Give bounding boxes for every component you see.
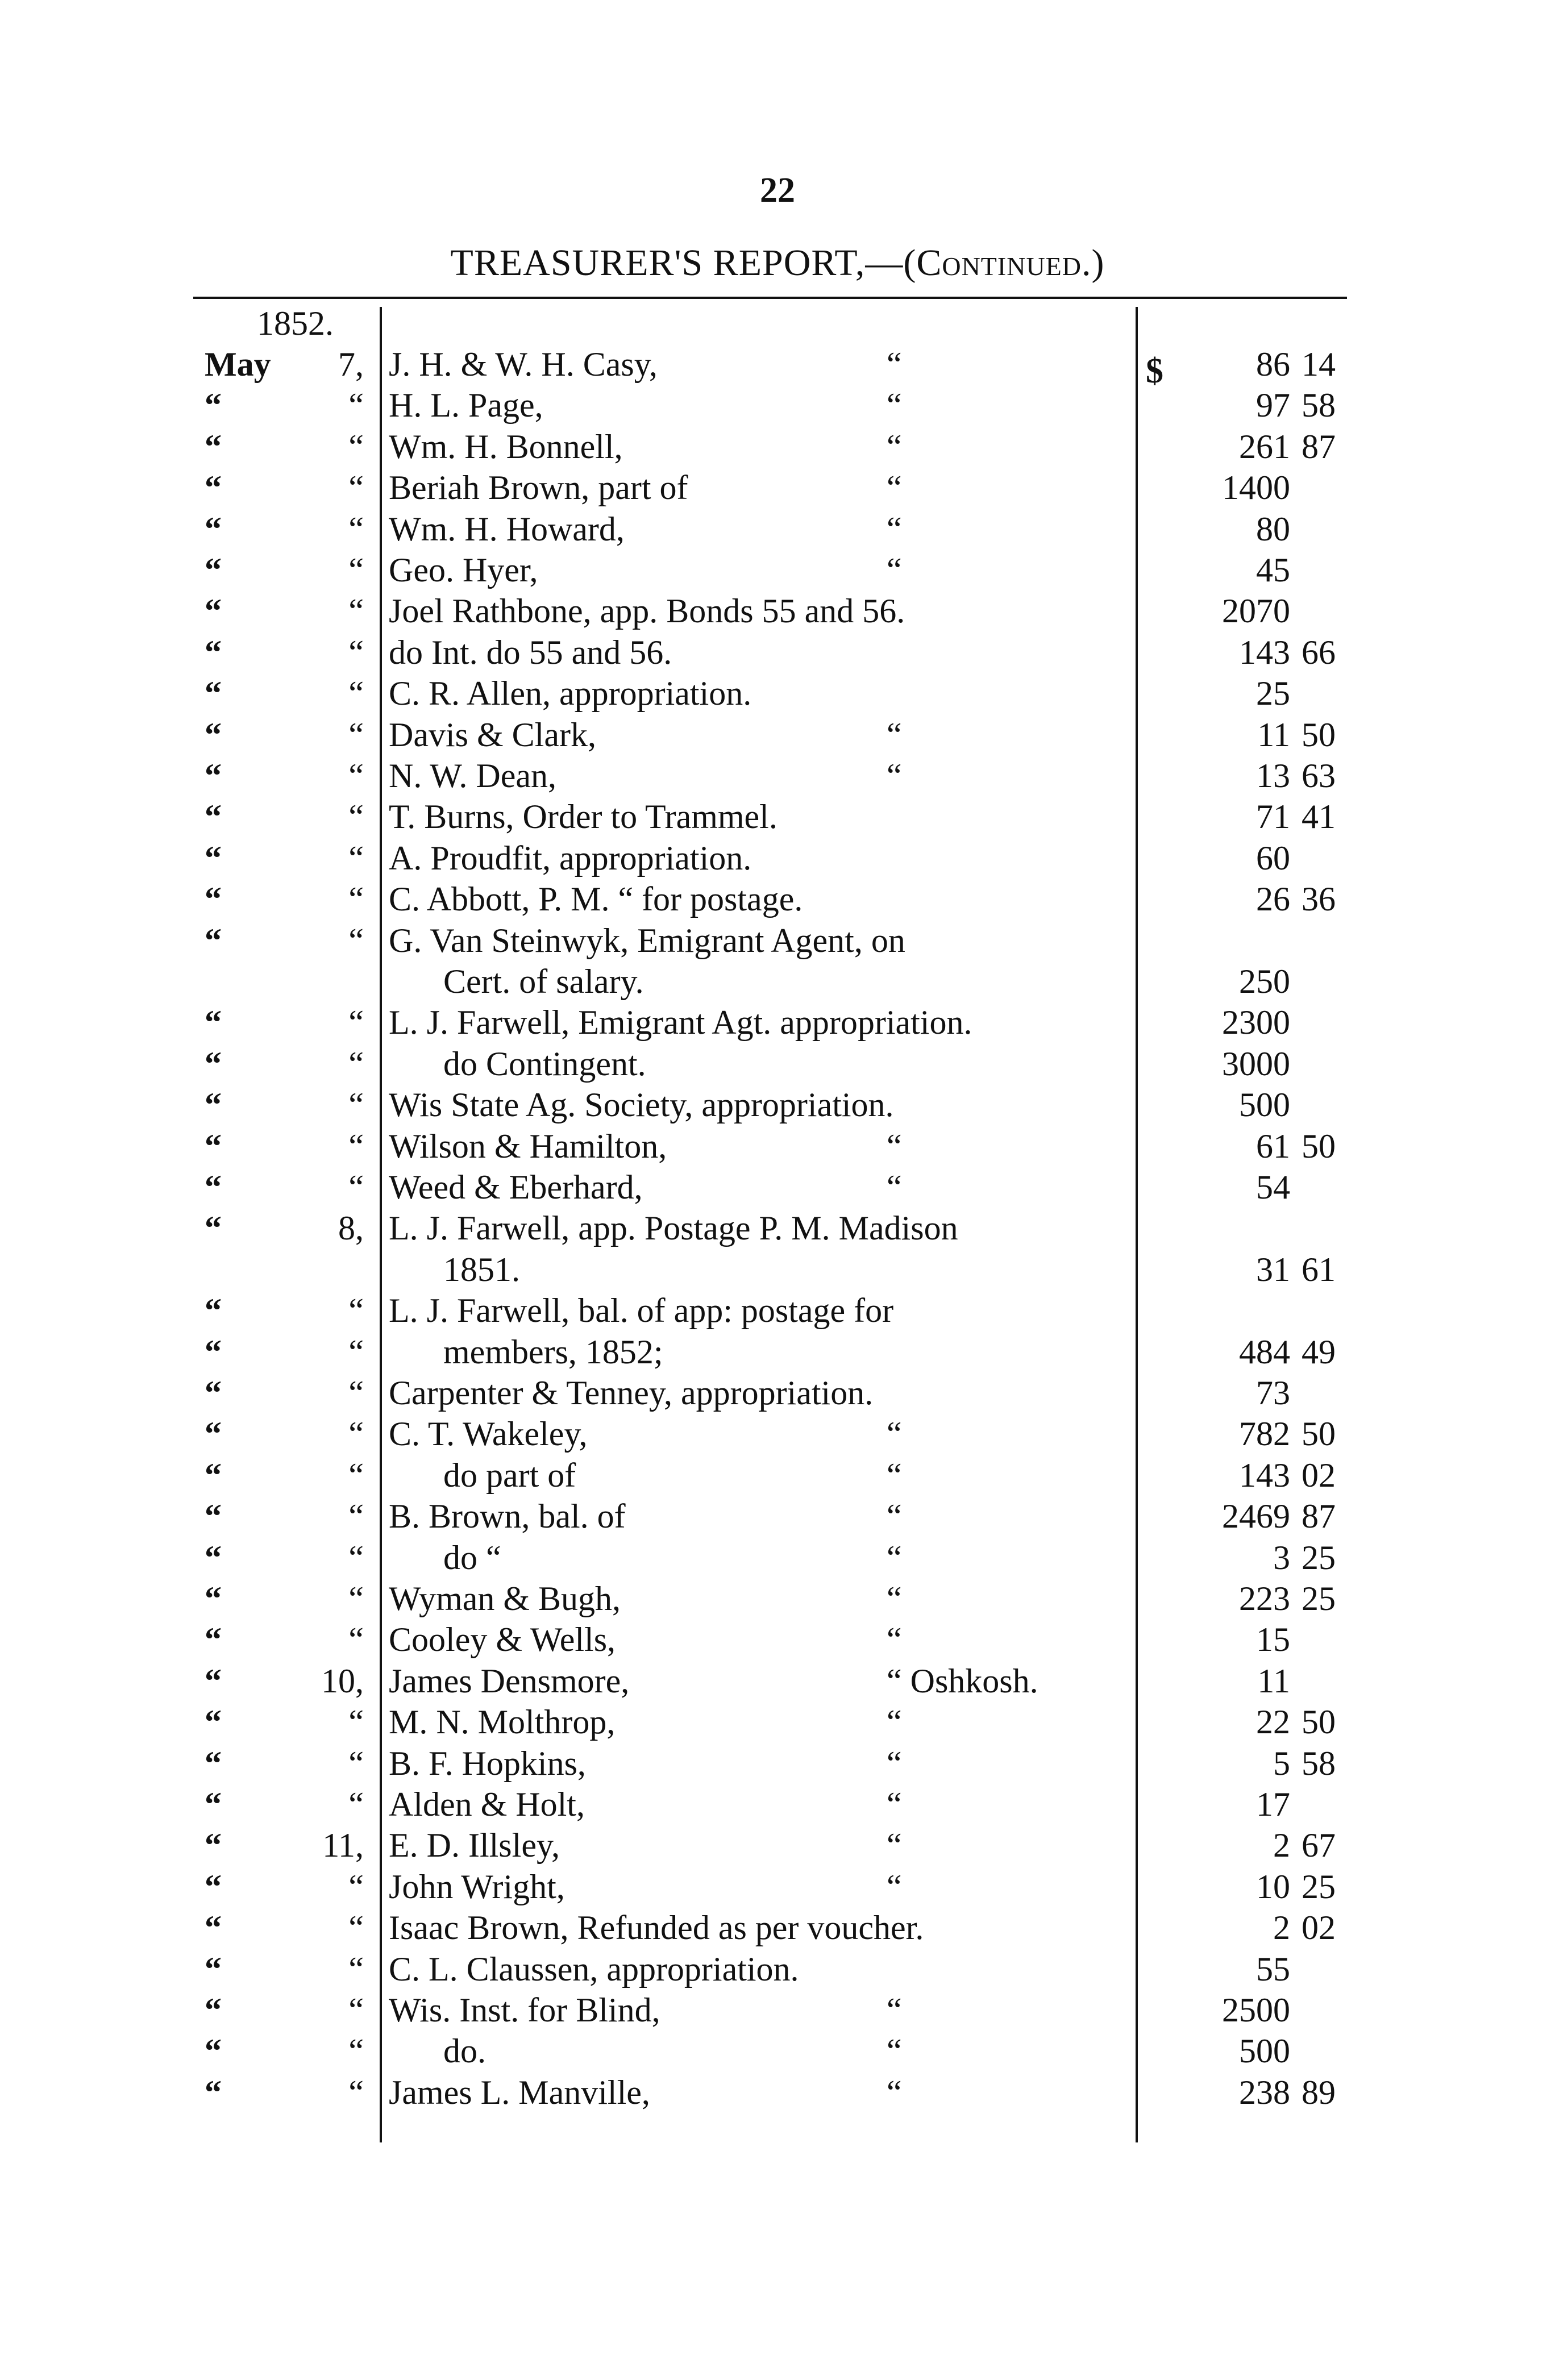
row-month: “	[205, 1580, 222, 1617]
ledger-row	[0, 590, 1555, 631]
ledger-row	[0, 1332, 1555, 1372]
row-cents: 63	[1302, 757, 1336, 794]
row-month: “	[205, 2032, 222, 2070]
row-month: “	[205, 675, 222, 713]
row-ditto-note: “	[887, 510, 902, 548]
row-payee: C. T. Wakeley,	[389, 1415, 588, 1453]
row-day: “	[348, 921, 364, 959]
row-payee: do “	[443, 1538, 501, 1576]
row-payee: Weed & Eberhard,	[389, 1168, 643, 1206]
row-ditto-note: “	[887, 1538, 902, 1576]
row-month: “	[205, 921, 222, 959]
row-payee: Joel Rathbone, app. Bonds 55 and 56.	[389, 592, 905, 630]
row-month: “	[205, 633, 222, 671]
row-ditto-note: “	[887, 469, 902, 507]
row-dollars: 143	[1239, 1456, 1290, 1494]
row-dollars: 2500	[1222, 1991, 1290, 2029]
row-ditto-note: “	[887, 1867, 902, 1905]
row-month: “	[205, 2073, 222, 2111]
row-cents: 36	[1302, 880, 1336, 918]
row-cents: 58	[1302, 1744, 1336, 1782]
row-day: “	[348, 386, 364, 425]
row-ditto-note: “	[887, 1497, 902, 1536]
row-day: “	[348, 1086, 364, 1124]
row-dollars: 54	[1256, 1168, 1290, 1206]
row-day: “	[348, 2032, 364, 2070]
row-payee: John Wright,	[389, 1867, 565, 1905]
title-close: .)	[1081, 242, 1105, 284]
row-day: “	[348, 839, 364, 877]
page-number: 22	[760, 171, 795, 210]
row-month: “	[205, 386, 222, 425]
ledger-row	[0, 1701, 1555, 1742]
row-day: 11,	[322, 1826, 364, 1865]
row-payee: Davis & Clark,	[389, 715, 596, 754]
row-month: “	[205, 1662, 222, 1700]
ledger-row	[0, 509, 1555, 550]
row-dollars: 10	[1256, 1867, 1290, 1905]
row-payee: James Densmore,	[389, 1662, 630, 1700]
row-ditto-note: “	[887, 2032, 902, 2070]
row-month: “	[205, 1991, 222, 2029]
row-day: “	[348, 427, 364, 465]
row-month: “	[205, 1950, 222, 1988]
row-month: “	[205, 1621, 222, 1659]
row-payee: James L. Manville,	[389, 2073, 650, 2111]
row-ditto-note: “	[887, 551, 902, 589]
row-month: “	[205, 798, 222, 836]
row-day: 7,	[338, 346, 364, 383]
row-ditto-note: “	[887, 1456, 902, 1494]
row-month: “	[205, 1127, 222, 1165]
row-month: “	[205, 1045, 222, 1083]
row-day: “	[348, 1786, 364, 1823]
ledger-row	[0, 1249, 1555, 1290]
row-cents: 50	[1302, 1703, 1336, 1741]
row-month: “	[205, 1292, 222, 1330]
row-month: “	[205, 1374, 222, 1412]
row-dollars: 13	[1256, 757, 1290, 794]
row-month: “	[205, 1786, 222, 1823]
row-dollars: 3000	[1222, 1045, 1290, 1083]
row-payee: 1851.	[443, 1250, 520, 1288]
row-day: “	[348, 1456, 364, 1494]
row-day: “	[348, 1703, 364, 1741]
row-payee: M. N. Molthrop,	[389, 1703, 616, 1741]
row-dollars: 2	[1273, 1826, 1290, 1865]
row-day: “	[348, 715, 364, 754]
row-payee: Isaac Brown, Refunded as per voucher.	[389, 1909, 924, 1947]
row-day: “	[348, 469, 364, 507]
ledger-row	[0, 1413, 1555, 1454]
row-dollars: 238	[1239, 2073, 1290, 2111]
row-month: “	[205, 1703, 222, 1741]
row-payee: C. L. Claussen, appropriation.	[389, 1950, 799, 1988]
row-month: “	[205, 880, 222, 918]
row-dollars: 80	[1256, 510, 1290, 548]
row-payee: members, 1852;	[443, 1333, 663, 1371]
row-payee: Beriah Brown, part of	[389, 469, 688, 507]
row-ditto-note: “	[887, 427, 902, 465]
row-cents: 66	[1302, 633, 1336, 671]
ledger-row	[0, 1372, 1555, 1413]
row-payee: Wyman & Bugh,	[389, 1580, 621, 1617]
row-payee: Geo. Hyer,	[389, 551, 538, 589]
row-month: “	[205, 1538, 222, 1576]
row-dollars: 250	[1239, 963, 1290, 1000]
row-month: “	[205, 1456, 222, 1494]
ledger-row	[0, 1290, 1555, 1331]
row-day: “	[348, 1497, 364, 1536]
row-cents: 50	[1302, 715, 1336, 754]
row-month: “	[205, 1086, 222, 1124]
ledger-row	[0, 961, 1555, 1002]
row-dollars: 261	[1239, 427, 1290, 465]
ledger-row	[0, 385, 1555, 426]
row-month: “	[205, 839, 222, 877]
row-payee: do Contingent.	[443, 1045, 646, 1083]
row-month: “	[205, 427, 222, 465]
row-month: “	[205, 1415, 222, 1453]
row-cents: 67	[1302, 1826, 1336, 1865]
ledger-row	[0, 1126, 1555, 1167]
row-day: 8,	[338, 1209, 364, 1247]
row-month: “	[205, 510, 222, 548]
ledger-row	[0, 467, 1555, 508]
row-day: “	[348, 1333, 364, 1371]
row-day: “	[348, 798, 364, 836]
row-payee: Wis. Inst. for Blind,	[389, 1991, 660, 2029]
row-payee: L. J. Farwell, app. Postage P. M. Madison	[389, 1209, 958, 1247]
row-payee: B. Brown, bal. of	[389, 1497, 626, 1536]
ledger-row	[0, 1208, 1555, 1249]
ledger-row	[0, 344, 1555, 385]
row-cents: 58	[1302, 386, 1336, 425]
row-day: 10,	[321, 1662, 364, 1700]
row-day: “	[348, 1127, 364, 1165]
row-day: “	[348, 880, 364, 918]
row-day: “	[348, 675, 364, 713]
row-day: “	[348, 592, 364, 630]
row-ditto-note: “ Oshkosh.	[887, 1662, 1038, 1700]
ledger-row	[0, 1866, 1555, 1907]
row-month: “	[205, 1909, 222, 1947]
ledger-row	[0, 1002, 1555, 1043]
row-month: “	[205, 1497, 222, 1536]
row-dollars: 26	[1256, 880, 1290, 918]
row-payee: N. W. Dean,	[389, 757, 556, 794]
ledger-row	[0, 1455, 1555, 1496]
row-payee: Cooley & Wells,	[389, 1621, 616, 1659]
row-cents: 25	[1302, 1580, 1336, 1617]
row-dollars: 782	[1239, 1415, 1290, 1453]
row-dollars: 143	[1239, 633, 1290, 671]
row-day: “	[348, 1004, 364, 1042]
year-label: 1852.	[257, 305, 334, 342]
title-continued: Continued	[916, 242, 1082, 284]
row-cents: 89	[1302, 2073, 1336, 2111]
row-ditto-note: “	[887, 1580, 902, 1617]
row-ditto-note: “	[887, 386, 902, 425]
row-ditto-note: “	[887, 1168, 902, 1206]
row-dollars: 60	[1256, 839, 1290, 877]
row-dollars: 31	[1256, 1250, 1290, 1288]
ledger-row	[0, 1907, 1555, 1948]
ledger-row	[0, 1167, 1555, 1208]
ledger-row	[0, 426, 1555, 467]
row-day: “	[348, 2073, 364, 2111]
ledger-row	[0, 1537, 1555, 1578]
row-month: “	[205, 1168, 222, 1206]
row-ditto-note: “	[887, 757, 902, 794]
row-dollars: 223	[1239, 1580, 1290, 1617]
ledger-row	[0, 755, 1555, 796]
row-dollars: 2469	[1222, 1497, 1290, 1536]
row-day: “	[348, 1538, 364, 1576]
row-cents: 61	[1302, 1250, 1336, 1288]
row-day: “	[348, 1991, 364, 2029]
row-month: “	[205, 1333, 222, 1371]
row-cents: 02	[1302, 1909, 1336, 1947]
ledger-row	[0, 2031, 1555, 2071]
row-day: “	[348, 1045, 364, 1083]
row-day: “	[348, 1374, 364, 1412]
row-payee: Alden & Holt,	[389, 1786, 585, 1823]
row-day: “	[348, 757, 364, 794]
ledger-row	[0, 550, 1555, 590]
row-payee: L. J. Farwell, bal. of app: postage for	[389, 1292, 894, 1330]
row-payee: do part of	[443, 1456, 576, 1494]
ledger-row	[0, 1578, 1555, 1619]
row-ditto-note: “	[887, 1786, 902, 1823]
row-cents: 25	[1302, 1538, 1336, 1576]
row-payee: C. R. Allen, appropriation.	[389, 675, 752, 713]
row-payee: A. Proudfit, appropriation.	[389, 839, 752, 877]
row-dollars: 3	[1273, 1538, 1290, 1576]
row-ditto-note: “	[887, 1744, 902, 1782]
row-day: “	[348, 1867, 364, 1905]
row-payee: Wilson & Hamilton,	[389, 1127, 667, 1165]
row-day: “	[348, 1621, 364, 1659]
ledger-row	[0, 1496, 1555, 1537]
row-dollars: 71	[1256, 798, 1290, 836]
row-month: “	[205, 715, 222, 754]
ledger-row	[0, 1784, 1555, 1825]
ledger-row	[0, 879, 1555, 919]
row-cents: 50	[1302, 1127, 1336, 1165]
row-cents: 87	[1302, 427, 1336, 465]
row-dollars: 1400	[1222, 469, 1290, 507]
row-payee: C. Abbott, P. M. “ for postage.	[389, 880, 803, 918]
row-cents: 87	[1302, 1497, 1336, 1536]
row-ditto-note: “	[887, 1127, 902, 1165]
row-dollars: 45	[1256, 551, 1290, 589]
row-payee: Wis State Ag. Society, appropriation.	[389, 1086, 894, 1124]
row-month: “	[205, 469, 222, 507]
row-payee: B. F. Hopkins,	[389, 1744, 586, 1782]
ledger-row	[0, 2072, 1555, 2113]
row-payee: G. Van Steinwyk, Emigrant Agent, on	[389, 921, 905, 959]
ledger-row	[0, 632, 1555, 673]
row-month: “	[205, 1867, 222, 1905]
row-payee: Wm. H. Howard,	[389, 510, 625, 548]
ledger-row	[0, 1949, 1555, 1990]
row-dollars: 22	[1256, 1703, 1290, 1741]
row-ditto-note: “	[887, 1621, 902, 1659]
row-cents: 50	[1302, 1415, 1336, 1453]
row-payee: Wm. H. Bonnell,	[389, 427, 623, 465]
ledger-row	[0, 1743, 1555, 1784]
row-day: “	[348, 1744, 364, 1782]
row-dollars: 25	[1256, 675, 1290, 713]
row-month: May	[205, 346, 271, 383]
row-dollars: 5	[1273, 1744, 1290, 1782]
row-cents: 41	[1302, 798, 1336, 836]
row-payee: J. H. & W. H. Casy,	[389, 346, 658, 383]
row-dollars: 500	[1239, 1086, 1290, 1124]
ledger-row	[0, 1084, 1555, 1125]
row-month: “	[205, 1209, 222, 1247]
row-day: “	[348, 1415, 364, 1453]
ledger-row	[0, 1043, 1555, 1084]
row-ditto-note: “	[887, 1415, 902, 1453]
row-ditto-note: “	[887, 1826, 902, 1865]
row-dollars: 61	[1256, 1127, 1290, 1165]
ledger-row	[0, 920, 1555, 961]
row-day: “	[348, 1580, 364, 1617]
row-month: “	[205, 757, 222, 794]
ledger-row	[0, 1661, 1555, 1701]
title-main: TREASURER'S REPORT,—(	[450, 242, 917, 284]
row-dollars: 55	[1256, 1950, 1290, 1988]
row-day: “	[348, 1168, 364, 1206]
row-dollars: 17	[1256, 1786, 1290, 1823]
ledger-row	[0, 1619, 1555, 1660]
row-day: “	[348, 1292, 364, 1330]
row-payee: do.	[443, 2032, 486, 2070]
row-day: “	[348, 1950, 364, 1988]
row-dollars: 97	[1256, 386, 1290, 425]
row-day: “	[348, 633, 364, 671]
row-payee: L. J. Farwell, Emigrant Agt. appropriation.	[389, 1004, 972, 1042]
row-dollars: 500	[1239, 2032, 1290, 2070]
row-payee: T. Burns, Order to Trammel.	[389, 798, 778, 836]
row-dollars: 11	[1257, 1662, 1290, 1700]
row-month: “	[205, 592, 222, 630]
row-day: “	[348, 1909, 364, 1947]
row-payee: do Int. do 55 and 56.	[389, 633, 672, 671]
row-month: “	[205, 551, 222, 589]
row-payee: H. L. Page,	[389, 386, 543, 425]
row-cents: 14	[1302, 346, 1336, 383]
ledger-row	[0, 838, 1555, 879]
row-payee: E. D. Illsley,	[389, 1826, 560, 1865]
ledger-row	[0, 796, 1555, 837]
ledger-row	[0, 673, 1555, 714]
ledger-row	[0, 714, 1555, 755]
row-dollars: 11	[1257, 715, 1290, 754]
row-day: “	[348, 551, 364, 589]
row-dollars: 86	[1256, 346, 1290, 383]
ledger-row	[0, 1825, 1555, 1866]
row-cents: 25	[1302, 1867, 1336, 1905]
row-ditto-note: “	[887, 2073, 902, 2111]
row-ditto-note: “	[887, 715, 902, 754]
row-cents: 02	[1302, 1456, 1336, 1494]
row-dollars: 73	[1256, 1374, 1290, 1412]
currency-symbol: $	[1146, 352, 1163, 390]
ledger-row	[0, 1990, 1555, 2031]
row-dollars: 15	[1256, 1621, 1290, 1659]
row-day: “	[348, 510, 364, 548]
row-month: “	[205, 1004, 222, 1042]
row-payee: Cert. of salary.	[443, 963, 644, 1000]
row-payee: Carpenter & Tenney, appropriation.	[389, 1374, 874, 1412]
row-dollars: 484	[1239, 1333, 1290, 1371]
row-month: “	[205, 1826, 222, 1865]
row-dollars: 2070	[1222, 592, 1290, 630]
row-dollars: 2300	[1222, 1004, 1290, 1042]
row-ditto-note: “	[887, 1703, 902, 1741]
row-dollars: 2	[1273, 1909, 1290, 1947]
row-cents: 49	[1302, 1333, 1336, 1371]
row-ditto-note: “	[887, 1991, 902, 2029]
row-ditto-note: “	[887, 346, 902, 383]
row-month: “	[205, 1744, 222, 1782]
